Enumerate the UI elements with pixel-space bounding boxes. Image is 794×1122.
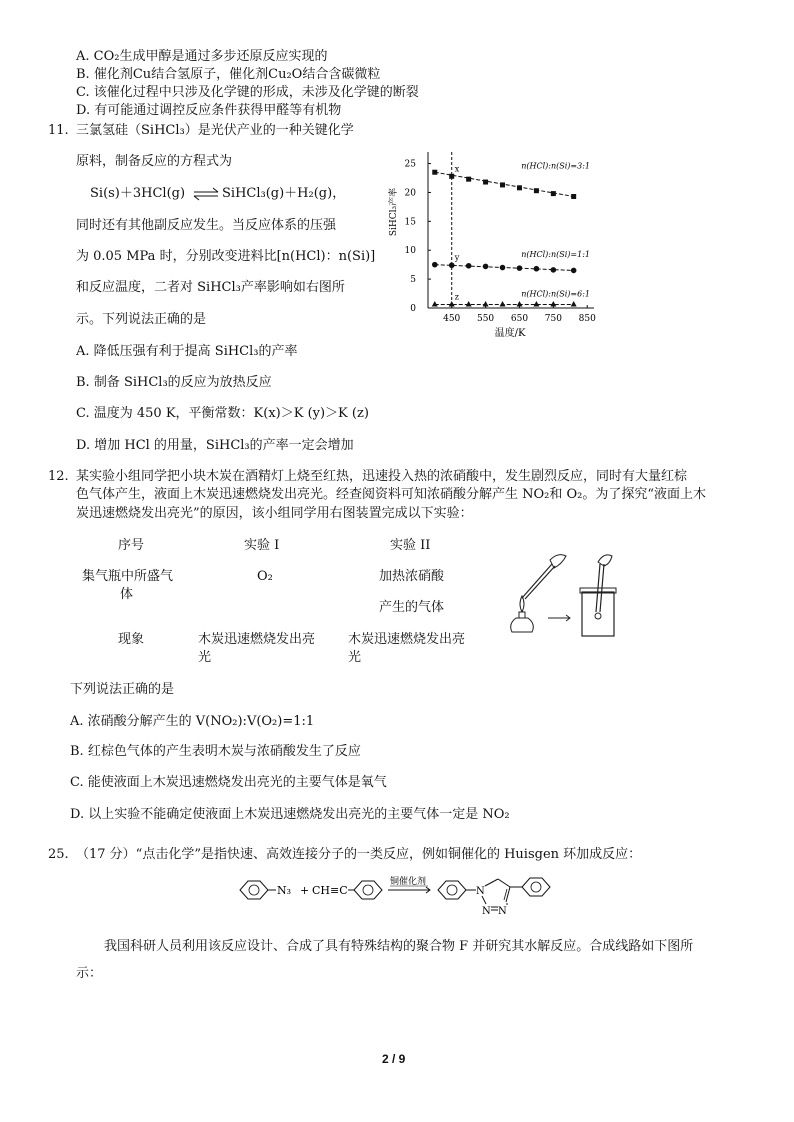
table-row2-exp2-cont: 光: [348, 650, 362, 665]
chart-x-tick-label: 450: [443, 314, 461, 324]
q12-line2: 色气体产生，液面上木炭迅速燃烧发出亮光。经查阅资料可知浓硝酸分解产生 NO₂和 O₂。为了探究“液面上木: [76, 487, 707, 502]
chart-point-square: [500, 182, 505, 187]
chart-point-triangle: [571, 301, 577, 307]
chart-point-circle: [571, 268, 577, 274]
chart-point-triangle: [483, 301, 489, 307]
chart-point-square: [432, 170, 437, 175]
table-row1-label: 集气瓶中所盛气: [82, 569, 174, 584]
table-header-index: 序号: [118, 538, 145, 553]
q10-option-c: C. 该催化过程中只涉及化学键的形成，未涉及化学键的断裂: [76, 85, 419, 100]
reagent-azide: N₃: [277, 884, 292, 897]
table-row1-exp2: 加热浓硝酸: [379, 569, 445, 584]
chart-series-name: n(HCl):n(Si)=3:1: [521, 161, 590, 171]
table-row1-exp2-cont: 产生的气体: [379, 600, 445, 615]
table-row2-exp1: 木炭迅速燃烧发出亮: [198, 632, 316, 647]
q11-line1: 三氯氢硅（SiHCl₃）是光伏产业的一种关键化学: [76, 123, 354, 138]
q10-option-b: B. 催化剂Cu结合氢原子，催化剂Cu₂O结合含碳微粒: [76, 67, 381, 82]
chart-point-label: x: [454, 164, 460, 174]
equilibrium-arrow-icon: [192, 186, 220, 202]
q12-prompt: 下列说法正确的是: [70, 682, 175, 697]
chart-y-label: SiHCl₃产率: [389, 187, 399, 237]
q11-equation-left: Si(s)＋3HCl(g): [90, 186, 186, 201]
q12-option-b: B. 红棕色气体的产生表明木炭与浓硝酸发生了反应: [70, 744, 361, 759]
table-header-exp1: 实验 I: [244, 538, 280, 553]
q11-number: 11.: [48, 123, 69, 138]
q25-paragraph-line1: 我国科研人员利用该反应设计、合成了具有特殊结构的聚合物 F 并研究其水解反应。合成线路如下图所: [104, 939, 694, 954]
chart-point-square: [466, 177, 471, 182]
chart-point-circle: [432, 262, 438, 268]
chart-point-label: z: [454, 292, 459, 302]
reagent-alkyne: CH≡C: [312, 884, 348, 897]
chart-point-square: [551, 191, 556, 196]
apparatus-illustration: [500, 550, 630, 650]
page-number: 2 / 9: [382, 1052, 406, 1066]
q25-paragraph-line2: 示：: [76, 966, 103, 981]
chart-point-circle: [483, 264, 489, 270]
q10-option-d: D. 有可能通过调控反应条件获得甲醛等有机物: [76, 103, 342, 118]
plus-sign: +: [300, 884, 310, 897]
chart-point-square: [534, 188, 539, 193]
triazole-n2: N: [482, 906, 491, 917]
chart-point-square: [571, 194, 576, 199]
q12-option-c: C. 能使液面上木炭迅速燃烧发出亮光的主要气体是氧气: [70, 775, 387, 790]
chart-point-triangle: [550, 301, 556, 307]
chart-point-triangle: [533, 301, 539, 307]
chart-point-triangle: [432, 301, 438, 307]
chart-point-circle: [517, 265, 523, 271]
chart-point-circle: [466, 263, 472, 269]
q12-number: 12.: [48, 469, 69, 484]
sihcl3-yield-chart: [384, 140, 604, 342]
table-row2-label: 现象: [118, 632, 145, 647]
q11-line7: 示。下列说法正确的是: [76, 312, 207, 327]
catalyst-label: 铜催化剂: [390, 877, 427, 887]
chart-y-tick-label: 10: [404, 246, 416, 257]
chart-y-tick-label: 15: [404, 217, 416, 228]
table-row2-exp2: 木炭迅速燃烧发出亮: [348, 632, 466, 647]
chart-point-circle: [551, 267, 557, 273]
chart-series-name: n(HCl):n(Si)=1:1: [521, 250, 590, 260]
chart-point-triangle: [449, 301, 455, 307]
table-row1-label-cont: 体: [120, 587, 134, 602]
chart-point-triangle: [500, 301, 506, 307]
triazole-n1: N: [476, 886, 485, 897]
q11-line5: 为 0.05 MPa 时，分别改变进料比[n(HCl)：n(Si)]: [76, 249, 376, 264]
q12-option-d: D. 以上实验不能确定使液面上木炭迅速燃烧发出亮光的主要气体一定是 NO₂: [70, 807, 510, 822]
chart-point-square: [483, 180, 488, 185]
table-header-exp2: 实验 II: [390, 538, 431, 553]
chart-x-tick-label: 750: [544, 314, 562, 324]
chart-x-tick-label: 650: [510, 314, 529, 324]
chart-point-circle: [500, 265, 506, 271]
chart-series-name: n(HCl):n(Si)=6:1: [521, 289, 590, 299]
chart-point-triangle: [516, 301, 522, 307]
q12-option-a: A. 浓硝酸分解产生的 V(NO₂):V(O₂)=1:1: [70, 714, 315, 729]
q11-option-b: B. 制备 SiHCl₃的反应为放热反应: [76, 375, 272, 390]
q11-line6: 和反应温度，二者对 SiHCl₃产率影响如右图所: [76, 280, 345, 295]
q11-line2: 原料，制备反应的方程式为: [76, 154, 233, 169]
chart-point-square: [517, 185, 522, 190]
q11-line4: 同时还有其他副反应发生。当反应体系的压强: [76, 218, 337, 233]
table-row1-exp1: O₂: [257, 569, 273, 584]
q11-option-a: A. 降低压强有利于提高 SiHCl₃的产率: [76, 344, 298, 359]
triazole-n3: N: [498, 906, 507, 917]
chart-point-square: [449, 174, 454, 179]
q25-number: 25.: [48, 847, 69, 862]
huisgen-reaction-scheme: [230, 870, 590, 922]
q12-line1: 某实验小组同学把小块木炭在酒精灯上烧至红热，迅速投入热的浓硝酸中，发生剧烈反应，同时有大量红棕: [76, 469, 688, 484]
q10-option-a: A. CO₂生成甲醇是通过多步还原反应实现的: [76, 49, 328, 64]
q11-equation-right: SiHCl₃(g)＋H₂(g)，: [222, 186, 346, 201]
chart-x-tick-label: 850: [578, 314, 596, 324]
table-row2-exp1-cont: 光: [198, 650, 212, 665]
chart-point-circle: [534, 266, 540, 272]
q11-option-d: D. 增加 HCl 的用量，SiHCl₃的产率一定会增加: [76, 438, 354, 453]
chart-x-tick-label: 550: [476, 314, 495, 324]
chart-point-label: y: [454, 253, 460, 263]
chart-y-tick-label: 5: [410, 275, 416, 286]
q25-intro: （17 分）“点击化学”是指快速、高效连接分子的一类反应，例如铜催化的 Huisgen 环加成反应：: [76, 847, 642, 862]
q12-line3: 炭迅速燃烧发出亮光”的原因，该小组同学用右图装置完成以下实验：: [76, 506, 473, 521]
chart-y-tick-label: 0: [410, 304, 416, 314]
q11-option-c: C. 温度为 450 K，平衡常数：K(x)＞K (y)＞K (z): [76, 406, 369, 421]
chart-point-triangle: [466, 301, 472, 307]
chart-point-circle: [449, 262, 455, 268]
chart-y-tick-label: 20: [404, 188, 416, 199]
chart-x-label: 温度/K: [494, 328, 526, 339]
chart-y-tick-label: 25: [404, 159, 416, 170]
